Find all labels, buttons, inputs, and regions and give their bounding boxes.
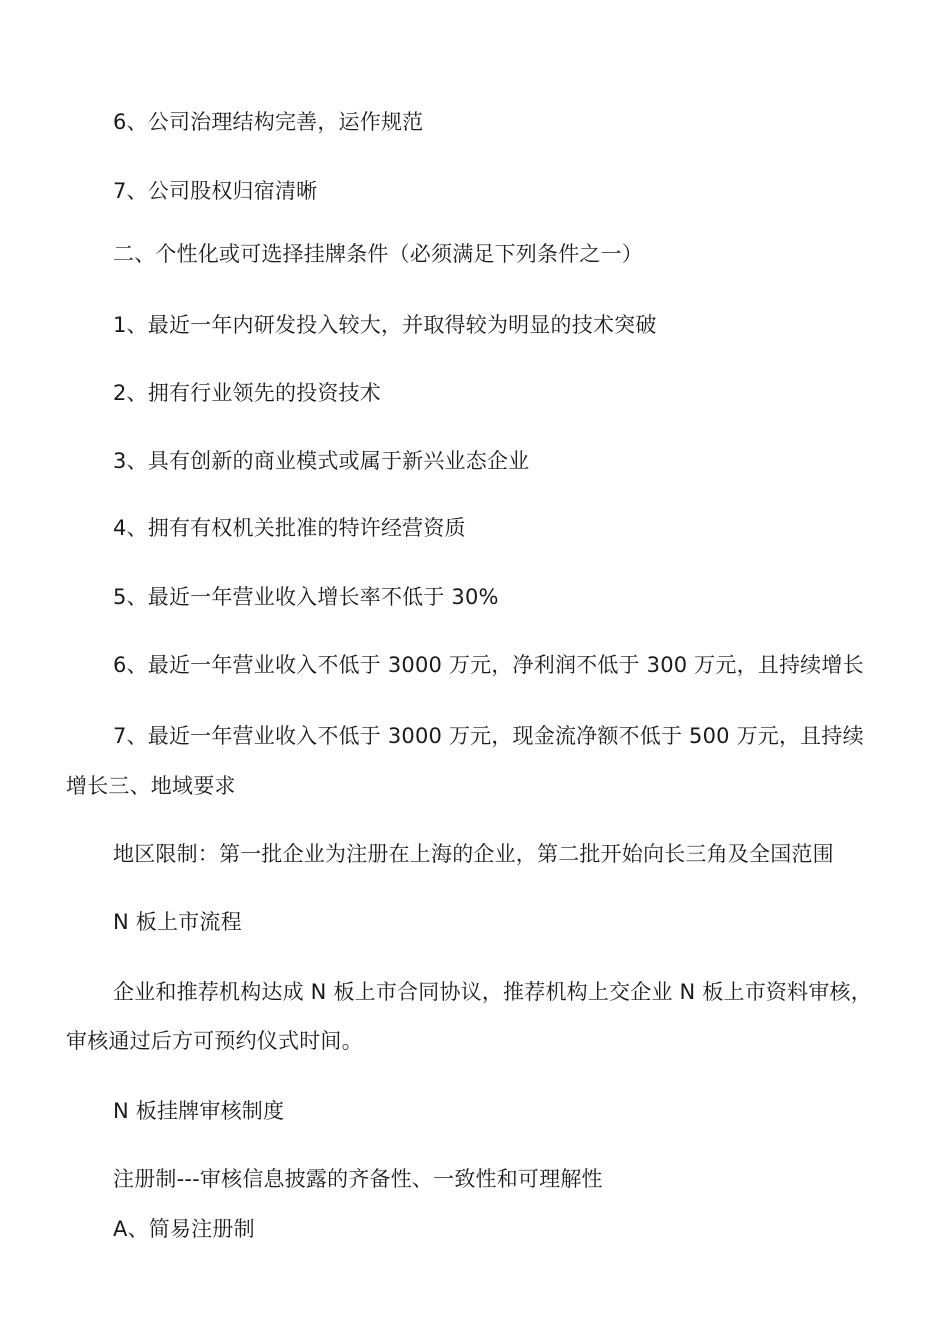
text-line: 5、最近一年营业收入增长率不低于 30% [113, 585, 499, 609]
section-heading: N 板挂牌审核制度 [113, 1099, 285, 1123]
text-line: 增长三、地域要求 [66, 774, 236, 798]
text-line: 1、最近一年内研发投入较大，并取得较为明显的技术突破 [113, 313, 657, 337]
text-line: 企业和推荐机构达成 N 板上市合同协议，推荐机构上交企业 N 板上市资料审核， [113, 980, 872, 1004]
text-line: 7、最近一年营业收入不低于 3000 万元，现金流净额不低于 500 万元，且持续 [113, 724, 864, 748]
text-line: 2、拥有行业领先的投资技术 [113, 381, 381, 405]
text-line: A、简易注册制 [113, 1217, 255, 1241]
text-line: 审核通过后方可预约仪式时间。 [66, 1029, 363, 1053]
text-line: 6、最近一年营业收入不低于 3000 万元，净利润不低于 300 万元，且持续增长 [113, 653, 864, 677]
section-heading: N 板上市流程 [113, 910, 242, 934]
text-line: 7、公司股权归宿清晰 [113, 179, 318, 203]
text-line: 地区限制：第一批企业为注册在上海的企业，第二批开始向长三角及全国范围 [113, 842, 834, 866]
text-line: 3、具有创新的商业模式或属于新兴业态企业 [113, 449, 530, 473]
text-line: 4、拥有有权机关批准的特许经营资质 [113, 516, 466, 540]
text-line: 注册制---审核信息披露的齐备性、一致性和可理解性 [113, 1167, 603, 1191]
section-heading: 二、个性化或可选择挂牌条件（必须满足下列条件之一） [113, 242, 643, 266]
text-line: 6、公司治理结构完善，运作规范 [113, 110, 424, 134]
